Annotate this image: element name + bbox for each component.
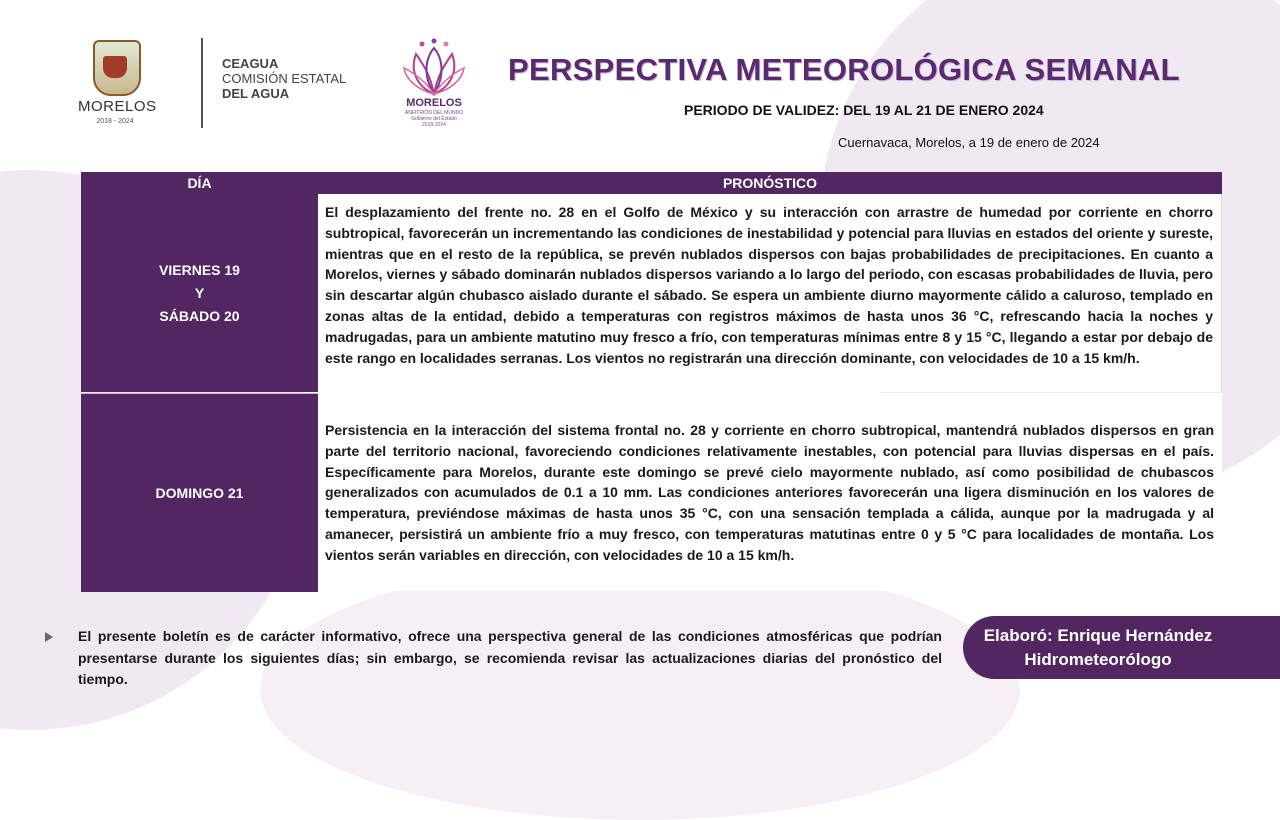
ceagua-line1: CEAGUA xyxy=(222,56,279,71)
flower-icon xyxy=(402,38,466,98)
day-cell-sunday xyxy=(81,393,318,592)
author-badge xyxy=(963,616,1280,679)
flower-logo-subtitle xyxy=(396,110,472,128)
ceagua-line2: COMISIÓN ESTATAL xyxy=(222,71,347,86)
flower-logo-years: 2018-2024 xyxy=(422,122,446,128)
ceagua-line3: DEL AGUA xyxy=(222,86,290,101)
day-label-sunday: DOMINGO 21 xyxy=(155,484,244,501)
ceagua-logo-text xyxy=(222,56,346,101)
day-cell-friday-saturday xyxy=(81,194,318,392)
author-role: Hidrometeorólogo xyxy=(1024,650,1172,669)
coat-of-arms-icon xyxy=(93,40,141,96)
morelos-state-logo xyxy=(78,40,157,130)
forecast-text-friday-saturday: El desplazamiento del frente no. 28 en el Golfo de México y su interacción con arrastre de humedad por corriente en chorro subtropical, favorecerán un incrementando las condiciones de inestabilidad y potencial para lluvias en estados del oriente y sureste, mientras que en el resto de la república, se prevén nublados dispersos con bajas probabilidades de precipitaciones. En cuanto a Morelos, viernes y sábado dominarán nublados dispersos variando a lo largo del periodo, con escasas probabilidades de lluvia, pero sin descartar algún chubasco aislado durante el sábado. Se espera un ambiente diurno mayormente cálido a caluroso, templado en zonas altas de la entidad, debido a temperaturas con registros máximos de hasta unos 36 °C, refrescando hacia la noches y madrugadas, para un ambiente matutino muy fresco a frío, con temperaturas mínimas entre 8 y 15 °C, llegando a estar por debajo de este rango en localidades serranas. Los vientos no registrarán una dirección dominante, con velocidades de 10 a 15 km/h. xyxy=(318,194,1222,392)
page-title: PERSPECTIVA METEOROLÓGICA SEMANAL xyxy=(508,52,1180,87)
author-name: Elaboró: Enrique Hernández xyxy=(983,626,1213,645)
flower-logo-tagline: ANFITRIÓN DEL MUNDO xyxy=(404,110,464,116)
table-header-forecast: PRONÓSTICO xyxy=(318,172,1222,194)
logo-morelos-name: MORELOS xyxy=(78,98,157,115)
logo-morelos-years: 2018 - 2024 xyxy=(96,118,134,125)
forecast-text-sunday: Persistencia en la interacción del sistema frontal no. 28 y corriente en chorro subtropical, mantendrá nublados dispersos en gran parte del territorio nacional, favoreciendo condiciones relativamente inestables, con potencial para lluvias dispersas en el país. Específicamente para Morelos, durante este domingo se prevé cielo mayormente nublado, así como posibilidad de chubascos generalizados con acumulados de 0.1 a 10 mm. Las condiciones anteriores favorecerán una ligera disminución en los valores de temperatura, previéndose máximas de hasta unos 35 °C, con una sensación templada a cálida, aunque por la madrugada y al amanecer, persistirá un ambiente frío a muy fresco, con temperaturas matutinas entre 0 y 5 °C para localidades de montaña. Los vientos serán variables en dirección, con velocidades de 10 a 15 km/h. xyxy=(318,393,1222,591)
validity-period: PERIODO DE VALIDEZ: DEL 19 AL 21 DE ENERO 2024 xyxy=(684,102,1044,118)
place-date: Cuernavaca, Morelos, a 19 de enero de 2024 xyxy=(838,135,1100,150)
table-header-day: DÍA xyxy=(81,172,318,194)
header-divider xyxy=(201,38,203,128)
flower-logo-gov: Gobierno del Estado xyxy=(411,116,457,122)
morelos-flower-logo xyxy=(396,38,472,134)
disclaimer-note: El presente boletín es de carácter informativo, ofrece una perspectiva general de las condiciones atmosféricas que podrían presentarse durante los siguientes días; sin embargo, se recomienda revisar las actualizaciones diarias del pronóstico del tiempo. xyxy=(78,628,942,687)
day-label-line3: SÁBADO 20 xyxy=(159,307,240,324)
flower-logo-name: MORELOS xyxy=(406,97,462,109)
day-label-line1: VIERNES 19 xyxy=(159,261,240,278)
bullet-arrow-icon xyxy=(45,632,53,642)
day-label-line2: Y xyxy=(194,284,205,301)
